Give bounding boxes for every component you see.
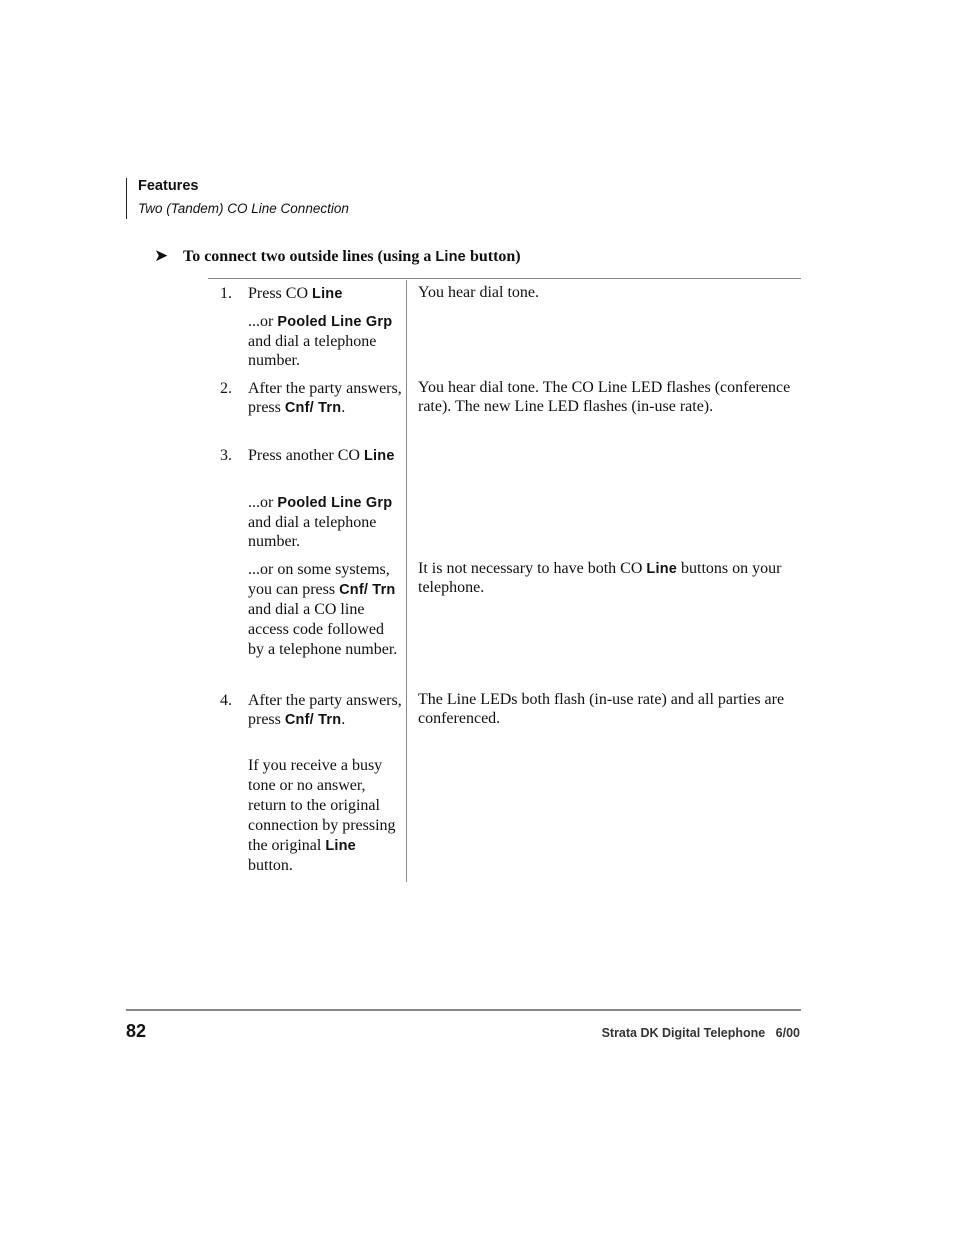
step-text-end: button. (248, 857, 293, 874)
step-result (418, 560, 793, 597)
page-number: 82 (126, 1021, 147, 1041)
step-text-end: and dial a telephone number. (248, 514, 377, 550)
heading-key: Line (435, 249, 466, 265)
step-key: Line (363, 448, 395, 464)
heading-text-end: button) (465, 248, 521, 265)
step-key: Cnf/ Trn (284, 712, 342, 728)
step-instruction (248, 446, 403, 466)
step-instruction-alt (248, 756, 403, 876)
step-text-end: and dial a CO line access code followed by a telephone number. (248, 601, 398, 658)
step-key: Cnf/ Trn (284, 400, 342, 416)
step-text: If you receive a busy tone or no answer, return to the original connection by pressing the original (248, 757, 396, 854)
step-result: You hear dial tone. (418, 284, 540, 301)
step-result: The Line LEDs both flash (in-use rate) and all parties are conferenced. (418, 691, 785, 727)
step-instruction-alt2 (248, 560, 403, 660)
table-column-divider (406, 280, 407, 882)
step-number: 4. (220, 692, 232, 709)
table-top-rule (208, 278, 801, 279)
subsection-title: Two (Tandem) CO Line Connection (138, 201, 349, 216)
step-text-end: . (341, 711, 346, 728)
arrow-icon: ➤ (154, 246, 169, 265)
step-result: You hear dial tone. The CO Line LED flashes (conference rate). The new Line LED flashes (in-use rate). (418, 379, 791, 415)
header-rule (126, 178, 127, 219)
step-key: Line (312, 286, 343, 302)
step-text-end: and dial a telephone number. (248, 333, 377, 369)
step-number: 1. (220, 285, 232, 302)
step-number: 2. (220, 380, 232, 397)
section-title: Features (138, 178, 199, 194)
step-text: ...or (248, 494, 278, 511)
step-text: ...or (248, 313, 278, 330)
step-instruction (248, 691, 403, 730)
step-text: Press another CO (248, 447, 364, 464)
step-key: Pooled Line Grp (277, 314, 393, 330)
result-key: Line (646, 561, 678, 577)
document-title: Strata DK Digital Telephone 6/00 (601, 1026, 800, 1040)
step-text: After the party answers, press (248, 692, 402, 728)
step-instruction (248, 284, 403, 304)
step-text: Press CO (248, 285, 313, 302)
step-text-end: . (341, 399, 346, 416)
footer-rule (126, 1009, 801, 1011)
step-key: Pooled Line Grp (277, 495, 393, 511)
step-instruction (248, 379, 403, 418)
result-text: It is not necessary to have both CO (418, 560, 647, 577)
step-instruction-alt (248, 493, 403, 551)
step-key: Cnf/ Trn (339, 582, 396, 598)
heading-text: To connect two outside lines (using a (183, 248, 436, 265)
step-key: Line (325, 838, 356, 854)
result-text-end: buttons on your telephone. (418, 560, 782, 596)
step-text: After the party answers, press (248, 380, 402, 416)
step-number: 3. (220, 447, 232, 464)
step-text: ...or on some systems, you can press (248, 561, 390, 598)
procedure-heading (183, 248, 521, 266)
step-instruction-alt (248, 312, 403, 370)
